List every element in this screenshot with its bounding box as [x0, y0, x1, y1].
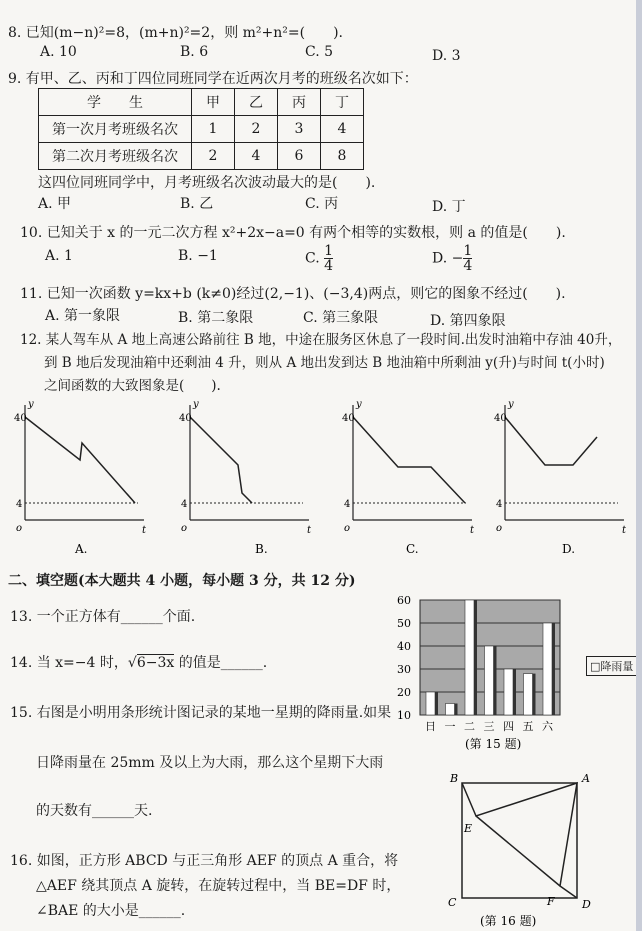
label-f: F	[547, 895, 555, 908]
table-header: 学 生	[39, 89, 192, 116]
label-e: E	[464, 822, 473, 835]
bar-二	[465, 600, 474, 715]
graph-option-label: D.	[562, 542, 576, 556]
origin-label: o	[181, 523, 188, 534]
q12-line3: 之间函数的大致图象是( ).	[44, 378, 221, 394]
chart-legend: □降雨量	[586, 656, 637, 676]
q13: 13. 一个正方体有______个面.	[10, 609, 196, 625]
table-row	[39, 143, 364, 170]
tick-4: 4	[496, 499, 503, 510]
q10-option-b: B. −1	[178, 248, 218, 264]
q10-option-c: C. $\frac{1}{4}$	[305, 243, 334, 274]
table-header: 丁	[321, 89, 364, 116]
q8-option-a: A. 10	[40, 44, 77, 60]
tick-40: 40	[14, 413, 27, 424]
q9-question: 这四位同班同学中，月考班级名次波动最大的是( ).	[38, 175, 376, 191]
y-label: y	[193, 399, 199, 410]
y-label: y	[356, 399, 362, 410]
tick-4: 4	[344, 499, 351, 510]
q11-stem: 11. 已知一次函数 y=kx+b (k≠0)经过(2,−1)、(−3,4)两点，则它的图象不经过( ).	[20, 286, 566, 302]
q15-line2: 日降雨量在 25mm 及以上为大雨，那么这个星期下大雨	[36, 755, 384, 771]
tick-4: 4	[181, 499, 188, 510]
q16-caption: (第 16 题)	[480, 914, 537, 928]
tick-4: 4	[16, 499, 23, 510]
table-cell: 4	[235, 143, 278, 170]
graph-a	[14, 399, 147, 556]
table-cell: 第一次月考班级名次	[39, 116, 192, 143]
table-cell: 6	[278, 143, 321, 170]
q8-option-b: B. 6	[180, 44, 209, 60]
x-label: t	[307, 525, 312, 536]
graph-option-label: B.	[255, 542, 268, 556]
graph-option-label: C.	[406, 542, 419, 556]
origin-label: o	[16, 523, 23, 534]
y-tick-label: 60	[397, 594, 411, 607]
bar-五	[524, 674, 533, 715]
tick-40: 40	[342, 413, 355, 424]
x-label: t	[470, 525, 475, 536]
q8-option-c: C. 5	[305, 44, 334, 60]
fuel-curve	[505, 417, 597, 465]
section-2-title: 二、填空题(本大题共 4 小题，每小题 3 分，共 12 分)	[8, 573, 356, 589]
graph-b	[179, 399, 312, 556]
bar-四	[504, 669, 513, 715]
table-row	[39, 116, 364, 143]
bar-一	[446, 704, 455, 716]
q10-option-d: D. − $\frac{1}{4}$	[432, 243, 473, 274]
tick-40: 40	[494, 413, 507, 424]
fuel-curve	[25, 417, 135, 503]
table-cell: 8	[321, 143, 364, 170]
table-cell: 4	[321, 116, 364, 143]
triangle-aef-side	[476, 816, 560, 886]
square-abcd	[462, 783, 577, 898]
table-header: 丙	[278, 89, 321, 116]
bar-日	[426, 692, 435, 715]
label-a: A	[582, 772, 590, 785]
q16-line2: △AEF 绕其顶点 A 旋转，在旋转过程中，当 BE=DF 时，	[36, 878, 401, 894]
rank-table	[38, 88, 364, 170]
q11-option-b: B. 第二象限	[178, 310, 254, 326]
q16-line1: 16. 如图，正方形 ABCD 与正三角形 AEF 的顶点 A 重合，将	[10, 853, 399, 869]
bar-六	[543, 623, 552, 715]
table-cell: 2	[192, 143, 235, 170]
tick-40: 40	[179, 413, 192, 424]
q11-option-a: A. 第一象限	[45, 308, 121, 324]
q9-stem: 9. 有甲、乙、丙和丁四位同班同学在近两次月考的班级名次如下：	[8, 71, 418, 87]
q16-figure	[440, 770, 600, 930]
x-tick-label: 六	[542, 720, 553, 733]
q12-graphs	[0, 395, 642, 565]
x-tick-label: 四	[503, 720, 514, 733]
q15-line3: 的天数有______天.	[36, 803, 153, 819]
q11-option-c: C. 第三象限	[303, 310, 379, 326]
origin-label: o	[496, 523, 503, 534]
q16-line3: ∠BAE 的大小是______.	[36, 903, 186, 919]
scan-edge	[636, 0, 642, 931]
q15-line1: 15. 右图是小明用条形统计图记录的某地一星期的降雨量.如果	[10, 705, 392, 721]
label-c: C	[448, 896, 457, 909]
x-tick-label: 二	[464, 720, 475, 733]
table-header: 乙	[235, 89, 278, 116]
q15-caption: (第 15 题)	[465, 737, 522, 751]
q9-option-c: C. 丙	[305, 196, 339, 212]
q11-option-d: D. 第四象限	[430, 313, 506, 329]
x-label: t	[622, 525, 627, 536]
y-tick-label: 50	[397, 617, 411, 630]
x-tick-label: 三	[483, 720, 495, 733]
graph-c	[342, 399, 475, 556]
segments	[462, 783, 577, 898]
fuel-curve	[353, 417, 465, 503]
origin-label: o	[344, 523, 351, 534]
q10-option-a: A. 1	[45, 248, 73, 264]
graph-option-label: A.	[75, 542, 88, 556]
table-header: 甲	[192, 89, 235, 116]
x-tick-label: 一	[444, 720, 456, 733]
graph-d	[494, 399, 627, 556]
q14: 14. 当 x=−4 时，√6−3x 的值是______.	[10, 655, 268, 671]
y-tick-label: 10	[397, 709, 411, 722]
q9-option-b: B. 乙	[180, 196, 214, 212]
table-cell: 2	[235, 116, 278, 143]
q8-stem: 8. 已知(m−n)²=8，(m+n)²=2，则 m²+n²=( ).	[8, 25, 344, 41]
q10-stem: 10. 已知关于 x 的一元二次方程 x²+2x−a=0 有两个相等的实数根，则 a 的值是( ).	[20, 225, 566, 241]
q9-option-a: A. 甲	[38, 196, 72, 212]
q9-option-d: D. 丁	[432, 199, 466, 215]
table-cell: 3	[278, 116, 321, 143]
y-label: y	[28, 399, 34, 410]
table-cell: 第二次月考班级名次	[39, 143, 192, 170]
y-tick-label: 40	[397, 640, 411, 653]
y-tick-label: 20	[397, 686, 411, 699]
table-cell: 1	[192, 116, 235, 143]
y-label: y	[508, 399, 514, 410]
x-tick-label: 日	[425, 720, 436, 733]
q12-line1: 12. 某人驾车从 A 地上高速公路前往 B 地，中途在服务区休息了一段时间.出发时油箱中存油 40升，	[20, 332, 622, 348]
x-tick-label: 五	[522, 720, 534, 733]
bar-三	[485, 646, 494, 715]
q12-line2: 到 B 地后发现油箱中还剩油 4 升，则从 A 地出发到达 B 地油箱中所剩油 y(升)与时间 t(小时)	[44, 355, 605, 371]
label-b: B	[450, 772, 459, 785]
rainfall-bar-chart	[395, 590, 575, 760]
label-d: D	[582, 898, 591, 911]
fuel-curve	[190, 417, 252, 503]
x-label: t	[142, 525, 147, 536]
q8-option-d: D. 3	[432, 48, 461, 64]
y-tick-label: 30	[397, 663, 411, 676]
